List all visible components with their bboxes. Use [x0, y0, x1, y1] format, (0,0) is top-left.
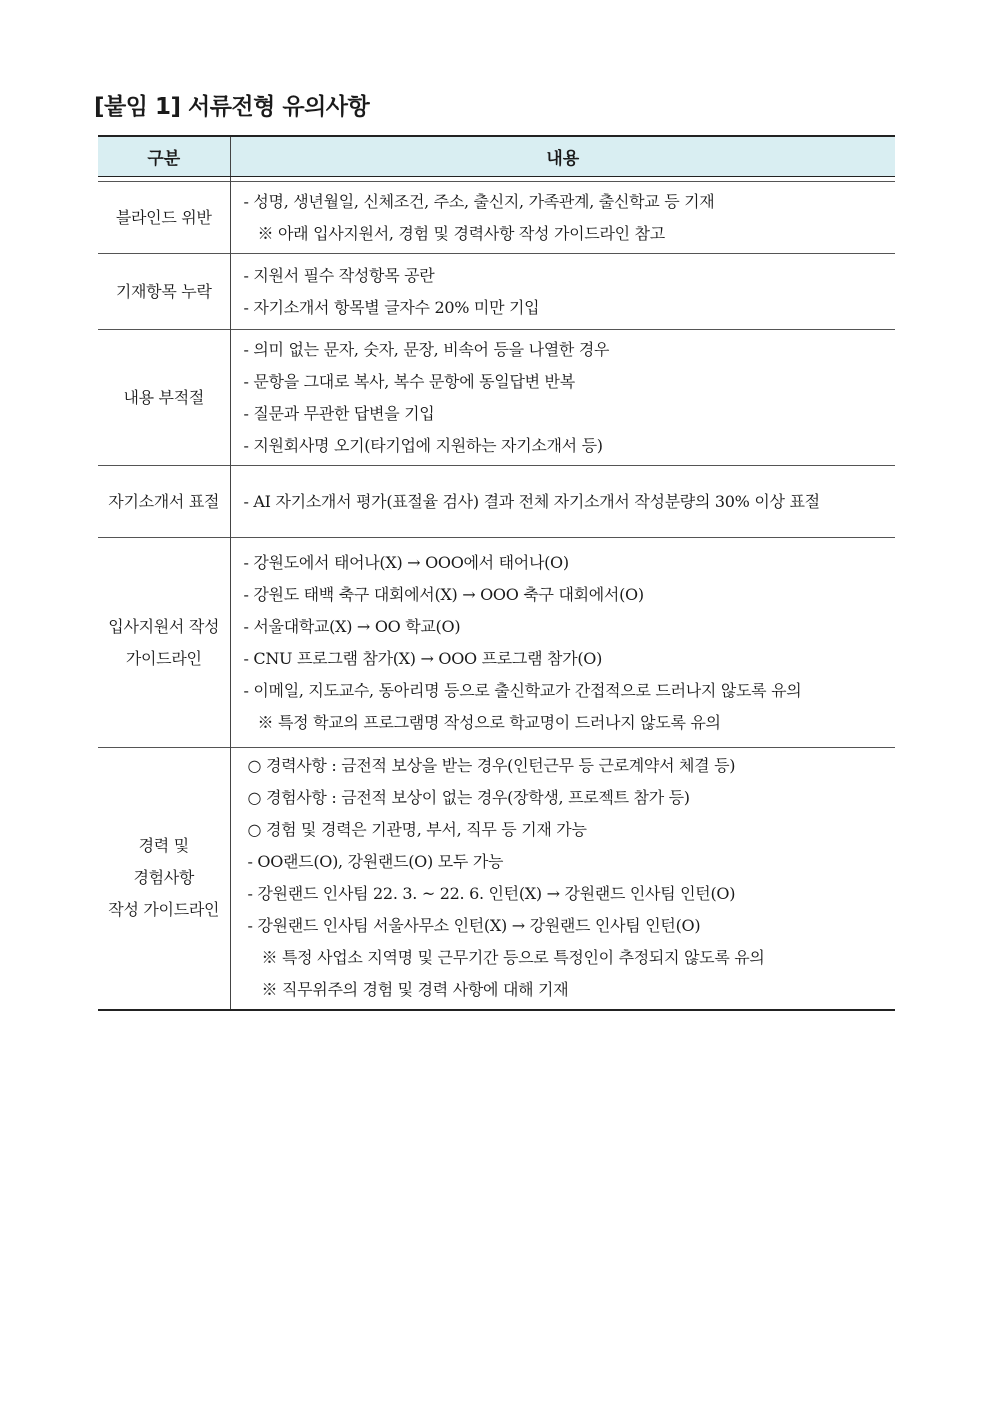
- content-line: ○ 경력사항 : 금전적 보상을 받는 경우(인턴근무 등 근로계약서 체결 등): [247, 756, 736, 776]
- page-title: [붙임 1] 서류전형 유의사항: [94, 94, 370, 120]
- content-line: ※ 아래 입사지원서, 경험 및 경력사항 작성 가이드라인 참고: [257, 223, 665, 243]
- row-content: [230, 748, 895, 1010]
- content-line: - 지원회사명 오기(타기업에 지원하는 자기소개서 등): [243, 435, 603, 455]
- category-label: 작성 가이드라인: [108, 900, 220, 920]
- content-line: - AI 자기소개서 평가(표절율 검사) 결과 전체 자기소개서 작성분량의 30% 이상 표절: [243, 491, 820, 511]
- content-line: - 자기소개서 항목별 글자수 20% 미만 기입: [243, 297, 540, 317]
- table-row: [98, 748, 895, 1010]
- row-category: [98, 748, 230, 1010]
- content-line: - 강원도 태백 축구 대회에서(X) → OOO 축구 대회에서(O): [243, 584, 644, 604]
- category-label: 경험사항: [133, 868, 195, 888]
- content-line: - 질문과 무관한 답변을 기입: [243, 403, 435, 423]
- row-category: [98, 538, 230, 748]
- header-category: 구분: [98, 136, 230, 177]
- category-label: 내용 부적절: [123, 387, 205, 407]
- content-line: ※ 직무위주의 경험 및 경력 사항에 대해 기재: [261, 980, 569, 1000]
- content-line: - 성명, 생년월일, 신체조건, 주소, 출신지, 가족관계, 출신학교 등 기재: [243, 191, 715, 211]
- content-line: - 강원랜드 인사팀 서울사무소 인턴(X) → 강원랜드 인사팀 인턴(O): [247, 916, 701, 936]
- content-line: - OO랜드(O), 강원랜드(O) 모두 가능: [247, 852, 504, 872]
- row-content: [230, 182, 895, 254]
- content-line: - 의미 없는 문자, 숫자, 문장, 비속어 등을 나열한 경우: [243, 339, 610, 359]
- category-label: 기재항목 누락: [115, 281, 212, 301]
- row-category: [98, 182, 230, 254]
- guidelines-table: [98, 135, 895, 1011]
- table-row: [98, 466, 895, 538]
- category-label: 블라인드 위반: [115, 207, 212, 227]
- category-label: 입사지원서 작성: [108, 616, 220, 636]
- table-row: [98, 254, 895, 330]
- content-line: - 이메일, 지도교수, 동아리명 등으로 출신학교가 간접적으로 드러나지 않도록 유의: [243, 680, 802, 700]
- row-content: [230, 254, 895, 330]
- row-category: [98, 466, 230, 538]
- content-line: - 서울대학교(X) → OO 학교(O): [243, 616, 461, 636]
- content-line: ※ 특정 사업소 지역명 및 근무기간 등으로 특정인이 추정되지 않도록 유의: [261, 948, 765, 968]
- category-label: 경력 및: [138, 836, 189, 856]
- table-row: [98, 538, 895, 748]
- table-header-row: [98, 136, 895, 177]
- content-line: ○ 경험사항 : 금전적 보상이 없는 경우(장학생, 프로젝트 참가 등): [247, 788, 690, 808]
- row-content: [230, 330, 895, 466]
- category-label: 자기소개서 표절: [108, 491, 220, 511]
- table-row: [98, 330, 895, 466]
- content-line: - 강원랜드 인사팀 22. 3. ~ 22. 6. 인턴(X) → 강원랜드 인사팀 인턴(O): [247, 884, 736, 904]
- content-line: ※ 특정 학교의 프로그램명 작성으로 학교명이 드러나지 않도록 유의: [257, 712, 721, 732]
- table-row: [98, 182, 895, 254]
- row-category: [98, 330, 230, 466]
- content-line: - CNU 프로그램 참가(X) → OOO 프로그램 참가(O): [243, 648, 603, 668]
- row-content: [230, 538, 895, 748]
- content-line: - 강원도에서 태어나(X) → OOO에서 태어나(O): [243, 552, 569, 572]
- content-line: - 문항을 그대로 복사, 복수 문항에 동일답변 반복: [243, 371, 575, 391]
- row-content: [230, 466, 895, 538]
- row-category: [98, 254, 230, 330]
- content-line: ○ 경험 및 경력은 기관명, 부서, 직무 등 기재 가능: [247, 820, 587, 840]
- header-content: 내용: [230, 136, 895, 177]
- category-label: 가이드라인: [125, 648, 202, 668]
- content-line: - 지원서 필수 작성항목 공란: [243, 265, 435, 285]
